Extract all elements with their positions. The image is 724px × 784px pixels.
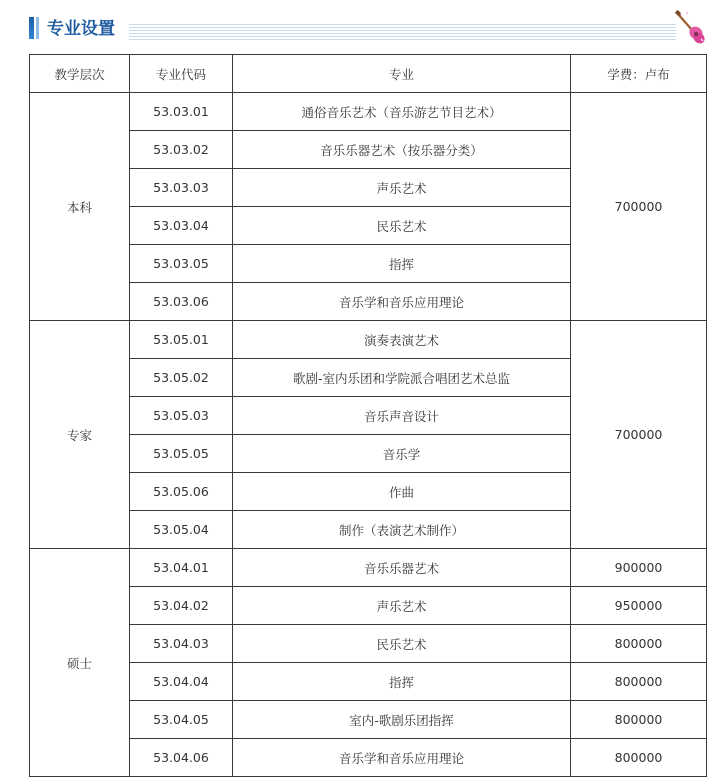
majors-table <box>29 54 707 777</box>
cell-code: 53.04.04 <box>130 663 233 701</box>
cell-code: 53.04.06 <box>130 739 233 777</box>
cell-fee: 700000 <box>571 321 707 549</box>
table-row <box>30 701 707 739</box>
table-row <box>30 93 707 131</box>
cell-major: 歌剧-室内乐团和学院派合唱团艺术总监 <box>233 359 571 397</box>
cell-fee: 800000 <box>571 701 707 739</box>
cell-code: 53.05.02 <box>130 359 233 397</box>
cell-code: 53.05.06 <box>130 473 233 511</box>
cell-code: 53.05.01 <box>130 321 233 359</box>
cell-level: 本科 <box>30 93 130 321</box>
section-header <box>29 14 706 44</box>
cell-level: 专家 <box>30 321 130 549</box>
table-row <box>30 321 707 359</box>
cell-major: 室内-歌剧乐团指挥 <box>233 701 571 739</box>
table-row <box>30 739 707 777</box>
cell-level: 硕士 <box>30 549 130 777</box>
cell-major: 音乐学 <box>233 435 571 473</box>
table-row <box>30 549 707 587</box>
cell-major: 音乐学和音乐应用理论 <box>233 739 571 777</box>
cell-code: 53.03.02 <box>130 131 233 169</box>
cell-code: 53.03.04 <box>130 207 233 245</box>
header-code: 专业代码 <box>130 55 233 93</box>
cell-major: 声乐艺术 <box>233 587 571 625</box>
guitar-icon <box>674 10 706 44</box>
cell-fee: 700000 <box>571 93 707 321</box>
cell-fee: 900000 <box>571 549 707 587</box>
majors-table-body <box>30 55 707 777</box>
cell-code: 53.05.04 <box>130 511 233 549</box>
cell-code: 53.04.02 <box>130 587 233 625</box>
cell-major: 作曲 <box>233 473 571 511</box>
cell-code: 53.05.03 <box>130 397 233 435</box>
cell-code: 53.03.06 <box>130 283 233 321</box>
cell-major: 指挥 <box>233 663 571 701</box>
cell-code: 53.03.03 <box>130 169 233 207</box>
cell-major: 音乐学和音乐应用理论 <box>233 283 571 321</box>
header-accent-bar <box>29 17 34 39</box>
header-accent-bar-light <box>36 17 39 39</box>
cell-code: 53.03.01 <box>130 93 233 131</box>
cell-major: 民乐艺术 <box>233 207 571 245</box>
cell-major: 声乐艺术 <box>233 169 571 207</box>
table-header-row <box>30 55 707 93</box>
header-decorative-lines <box>129 24 676 40</box>
header-level: 教学层次 <box>30 55 130 93</box>
cell-major: 音乐乐器艺术 <box>233 549 571 587</box>
table-row <box>30 625 707 663</box>
cell-fee: 800000 <box>571 625 707 663</box>
table-row <box>30 663 707 701</box>
cell-fee: 950000 <box>571 587 707 625</box>
cell-fee: 800000 <box>571 739 707 777</box>
cell-code: 53.04.03 <box>130 625 233 663</box>
header-major: 专业 <box>233 55 571 93</box>
cell-major: 音乐声音设计 <box>233 397 571 435</box>
cell-major: 通俗音乐艺术（音乐游艺节目艺术） <box>233 93 571 131</box>
cell-code: 53.04.05 <box>130 701 233 739</box>
header-fee: 学费：卢布 <box>571 55 707 93</box>
cell-code: 53.04.01 <box>130 549 233 587</box>
cell-major: 指挥 <box>233 245 571 283</box>
cell-major: 制作（表演艺术制作） <box>233 511 571 549</box>
cell-major: 演奏表演艺术 <box>233 321 571 359</box>
cell-major: 民乐艺术 <box>233 625 571 663</box>
cell-code: 53.03.05 <box>130 245 233 283</box>
cell-major: 音乐乐器艺术（按乐器分类） <box>233 131 571 169</box>
cell-fee: 800000 <box>571 663 707 701</box>
table-row <box>30 587 707 625</box>
section-title: 专业设置 <box>47 19 115 39</box>
cell-code: 53.05.05 <box>130 435 233 473</box>
